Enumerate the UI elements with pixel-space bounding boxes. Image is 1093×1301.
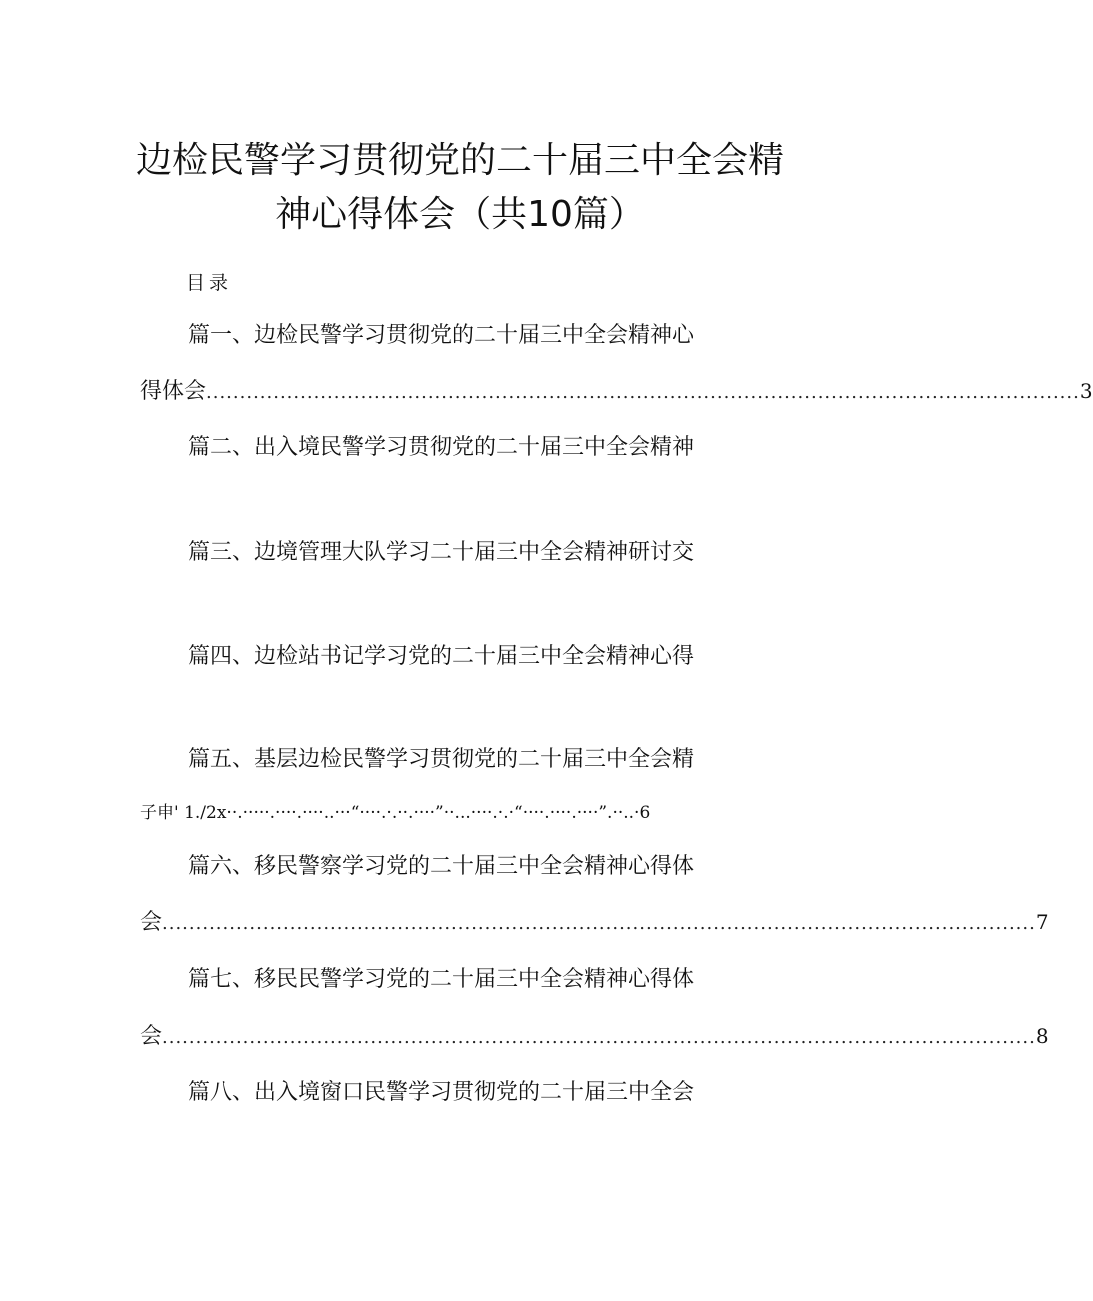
toc-entry-2-heading[interactable]: 篇二、出入境民警学习贯彻党的二十届三中全会精神 — [188, 435, 695, 460]
toc-entry-6-continuation[interactable] — [140, 907, 1049, 939]
toc-entry-6-page-number: 7 — [1035, 910, 1049, 934]
toc-label: 目录 — [186, 272, 233, 294]
toc-entry-7-continuation[interactable] — [140, 1021, 1049, 1053]
toc-entry-7-page-number: 8 — [1035, 1024, 1049, 1048]
toc-entry-3-heading[interactable]: 篇三、边境管理大队学习二十届三中全会精神研讨交 — [188, 540, 695, 565]
toc-entry-1-continuation-text: 得体会 — [140, 379, 207, 404]
toc-entry-1-continuation[interactable] — [140, 376, 1093, 408]
document-title-line-1: 边检民警学习贯彻党的二十届三中全会精 — [135, 140, 784, 181]
toc-entry-1-heading[interactable]: 篇一、边检民警学习贯彻党的二十届三中全会精神心 — [188, 323, 695, 348]
toc-entry-8-heading[interactable]: 篇八、出入境窗口民警学习贯彻党的二十届三中全会 — [188, 1080, 695, 1105]
toc-entry-5-heading[interactable]: 篇五、基层边检民警学习贯彻党的二十届三中全会精 — [188, 747, 695, 772]
toc-entry-6-continuation-text: 会 — [140, 910, 163, 935]
leader-dots: .................................................................................................................................. — [206, 382, 1080, 403]
toc-entry-7-heading[interactable]: 篇七、移民民警学习党的二十届三中全会精神心得体 — [188, 967, 695, 992]
toc-entry-7-continuation-text: 会 — [140, 1024, 163, 1049]
toc-entry-4-heading[interactable]: 篇四、边检站书记学习党的二十届三中全会精神心得 — [188, 644, 695, 669]
toc-entry-6-heading[interactable]: 篇六、移民警察学习党的二十届三中全会精神心得体 — [188, 854, 695, 879]
leader-dots: .................................................................................................................................. — [162, 1027, 1036, 1048]
leader-dots: .................................................................................................................................. — [162, 913, 1036, 934]
toc-entry-5-garbled-line: 子申' 1./2x··.·····.····.····..···“····.·.··.····”··...····.·.·“····.····.····”.··..·6 — [140, 803, 651, 823]
toc-entry-1-page-number: 3 — [1079, 379, 1093, 403]
document-title-line-2: 神心得体会（共10篇） — [275, 194, 645, 235]
